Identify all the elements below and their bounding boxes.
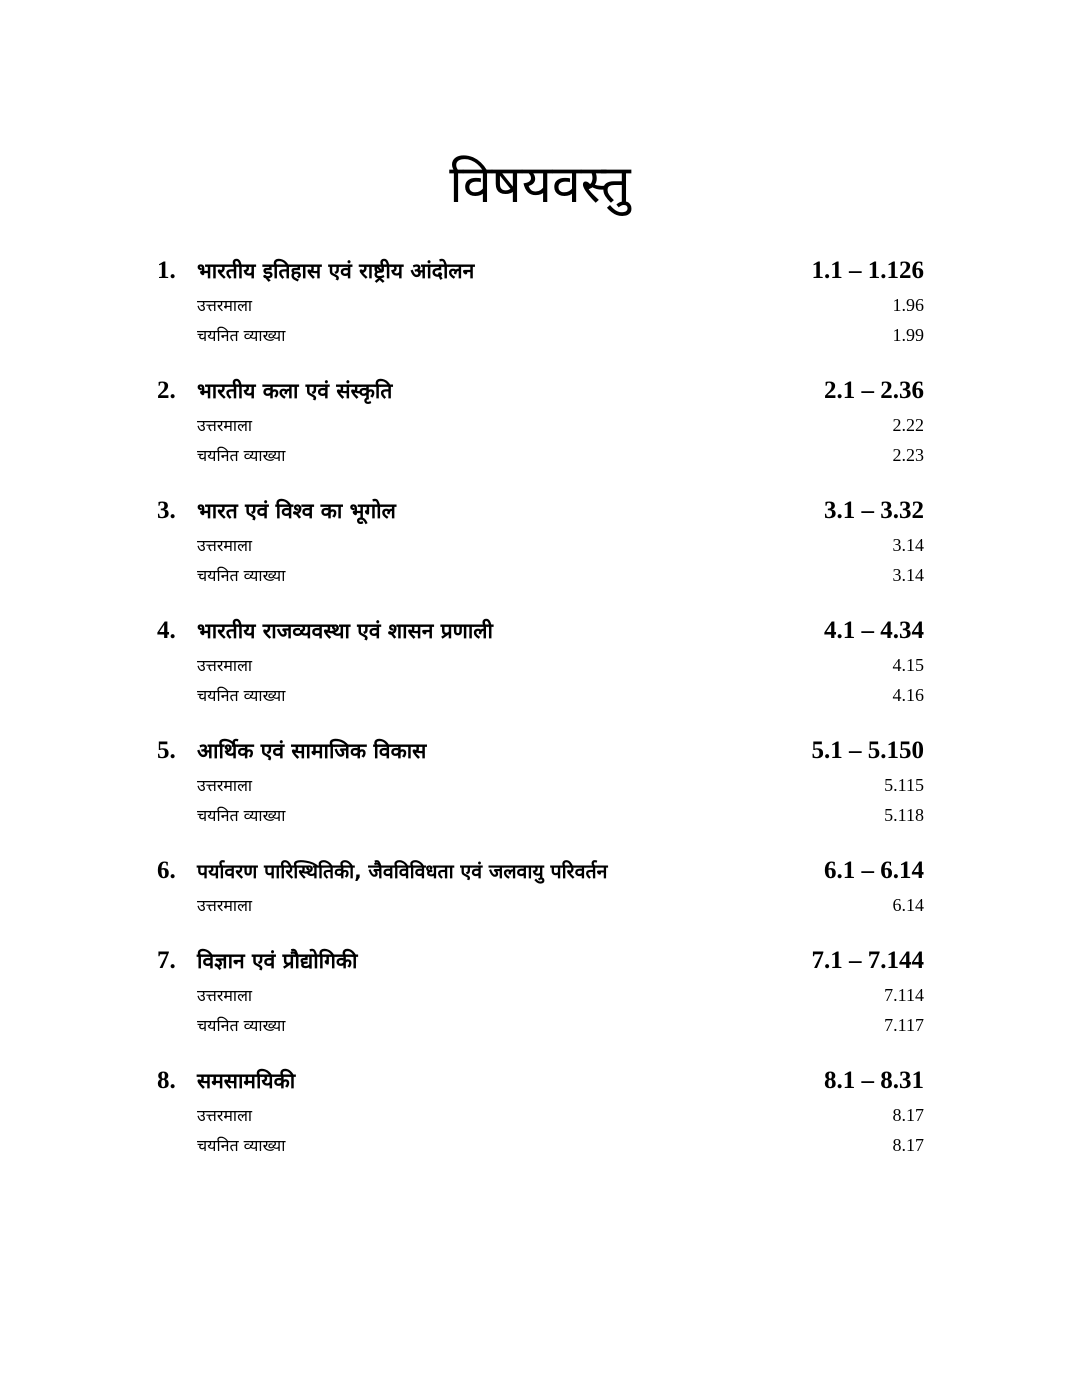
toc-chapter-row[interactable] xyxy=(157,612,924,650)
toc-sub-entry[interactable] xyxy=(157,1100,924,1130)
chapter-title: भारत एवं विश्व का भूगोल xyxy=(197,499,396,523)
toc-sub-entry[interactable] xyxy=(157,560,924,590)
toc-sub-entry[interactable] xyxy=(157,320,924,350)
sub-entry-label: उत्तरमाला xyxy=(197,896,253,915)
sub-entry-page: 5.118 xyxy=(884,805,924,825)
sub-entry-page: 2.23 xyxy=(892,445,924,465)
chapter-number: 1. xyxy=(157,257,176,284)
chapter-number: 4. xyxy=(157,617,176,644)
sub-entry-label: उत्तरमाला xyxy=(197,986,253,1005)
sub-entry-page: 1.96 xyxy=(892,295,924,315)
sub-entry-page: 7.117 xyxy=(884,1015,924,1035)
sub-entry-page: 8.17 xyxy=(892,1105,924,1125)
toc-chapter-row[interactable] xyxy=(157,942,924,980)
sub-entry-label: चयनित व्याख्या xyxy=(197,686,286,705)
toc-chapter-row[interactable] xyxy=(157,492,924,530)
sub-entry-page: 8.17 xyxy=(892,1135,924,1155)
toc-sub-entry[interactable] xyxy=(157,410,924,440)
sub-entry-label: उत्तरमाला xyxy=(197,656,253,675)
sub-entry-page: 7.114 xyxy=(884,985,924,1005)
toc-chapter-8 xyxy=(157,1062,924,1160)
sub-entry-page: 4.16 xyxy=(892,685,924,705)
page-title: विषयवस्तु xyxy=(449,155,631,215)
sub-entry-label: उत्तरमाला xyxy=(197,536,253,555)
chapter-number: 2. xyxy=(157,377,176,404)
toc-sub-entry[interactable] xyxy=(157,530,924,560)
chapter-number: 7. xyxy=(157,947,176,974)
toc-chapter-4 xyxy=(157,612,924,710)
sub-entry-page: 5.115 xyxy=(884,775,924,795)
sub-entry-label: उत्तरमाला xyxy=(197,1106,253,1125)
chapter-page-range: 4.1 – 4.34 xyxy=(824,617,924,644)
sub-entry-label: चयनित व्याख्या xyxy=(197,446,286,465)
toc-chapter-row[interactable] xyxy=(157,1062,924,1100)
toc-sub-entry[interactable] xyxy=(157,1010,924,1040)
chapter-title: भारतीय कला एवं संस्कृति xyxy=(197,379,393,403)
chapter-title: आर्थिक एवं सामाजिक विकास xyxy=(197,739,427,763)
toc-sub-entry[interactable] xyxy=(157,980,924,1010)
chapter-page-range: 2.1 – 2.36 xyxy=(824,377,924,404)
sub-entry-label: चयनित व्याख्या xyxy=(197,566,286,585)
chapter-title: भारतीय इतिहास एवं राष्ट्रीय आंदोलन xyxy=(197,259,475,283)
sub-entry-page: 2.22 xyxy=(892,415,924,435)
chapter-number: 8. xyxy=(157,1067,176,1094)
chapter-page-range: 3.1 – 3.32 xyxy=(824,497,924,524)
chapter-title: समसामयिकी xyxy=(197,1069,296,1093)
toc-sub-entry[interactable] xyxy=(157,890,924,920)
sub-entry-label: चयनित व्याख्या xyxy=(197,1016,286,1035)
chapter-number: 6. xyxy=(157,857,176,884)
sub-entry-label: चयनित व्याख्या xyxy=(197,806,286,825)
toc-chapter-row[interactable] xyxy=(157,252,924,290)
toc-sub-entry[interactable] xyxy=(157,290,924,320)
sub-entry-page: 4.15 xyxy=(892,655,924,675)
chapter-title: पर्यावरण पारिस्थितिकी, जैवविविधता एवं जलवायु परिवर्तन xyxy=(197,860,608,883)
toc-chapter-7 xyxy=(157,942,924,1040)
chapter-number: 3. xyxy=(157,497,176,524)
chapter-page-range: 7.1 – 7.144 xyxy=(811,947,924,974)
toc-sub-entry[interactable] xyxy=(157,770,924,800)
sub-entry-label: उत्तरमाला xyxy=(197,776,253,795)
sub-entry-label: उत्तरमाला xyxy=(197,296,253,315)
toc-sub-entry[interactable] xyxy=(157,440,924,470)
toc-chapter-row[interactable] xyxy=(157,732,924,770)
toc-sub-entry[interactable] xyxy=(157,1130,924,1160)
chapter-title: विज्ञान एवं प्रौद्योगिकी xyxy=(197,949,358,973)
toc-chapter-5 xyxy=(157,732,924,830)
chapter-page-range: 8.1 – 8.31 xyxy=(824,1067,924,1094)
toc-chapter-row[interactable] xyxy=(157,852,924,890)
sub-entry-page: 1.99 xyxy=(892,325,924,345)
chapter-page-range: 6.1 – 6.14 xyxy=(824,857,924,884)
sub-entry-page: 3.14 xyxy=(892,565,924,585)
sub-entry-label: उत्तरमाला xyxy=(197,416,253,435)
chapter-page-range: 5.1 – 5.150 xyxy=(811,737,924,764)
chapter-page-range: 1.1 – 1.126 xyxy=(811,257,924,284)
chapter-title: भारतीय राजव्यवस्था एवं शासन प्रणाली xyxy=(197,619,493,643)
table-of-contents xyxy=(157,252,924,1182)
toc-chapter-3 xyxy=(157,492,924,590)
toc-sub-entry[interactable] xyxy=(157,680,924,710)
toc-sub-entry[interactable] xyxy=(157,800,924,830)
toc-sub-entry[interactable] xyxy=(157,650,924,680)
toc-chapter-2 xyxy=(157,372,924,470)
sub-entry-page: 6.14 xyxy=(892,895,924,915)
sub-entry-label: चयनित व्याख्या xyxy=(197,1136,286,1155)
sub-entry-page: 3.14 xyxy=(892,535,924,555)
toc-chapter-row[interactable] xyxy=(157,372,924,410)
sub-entry-label: चयनित व्याख्या xyxy=(197,326,286,345)
toc-chapter-6 xyxy=(157,852,924,920)
chapter-number: 5. xyxy=(157,737,176,764)
toc-chapter-1 xyxy=(157,252,924,350)
